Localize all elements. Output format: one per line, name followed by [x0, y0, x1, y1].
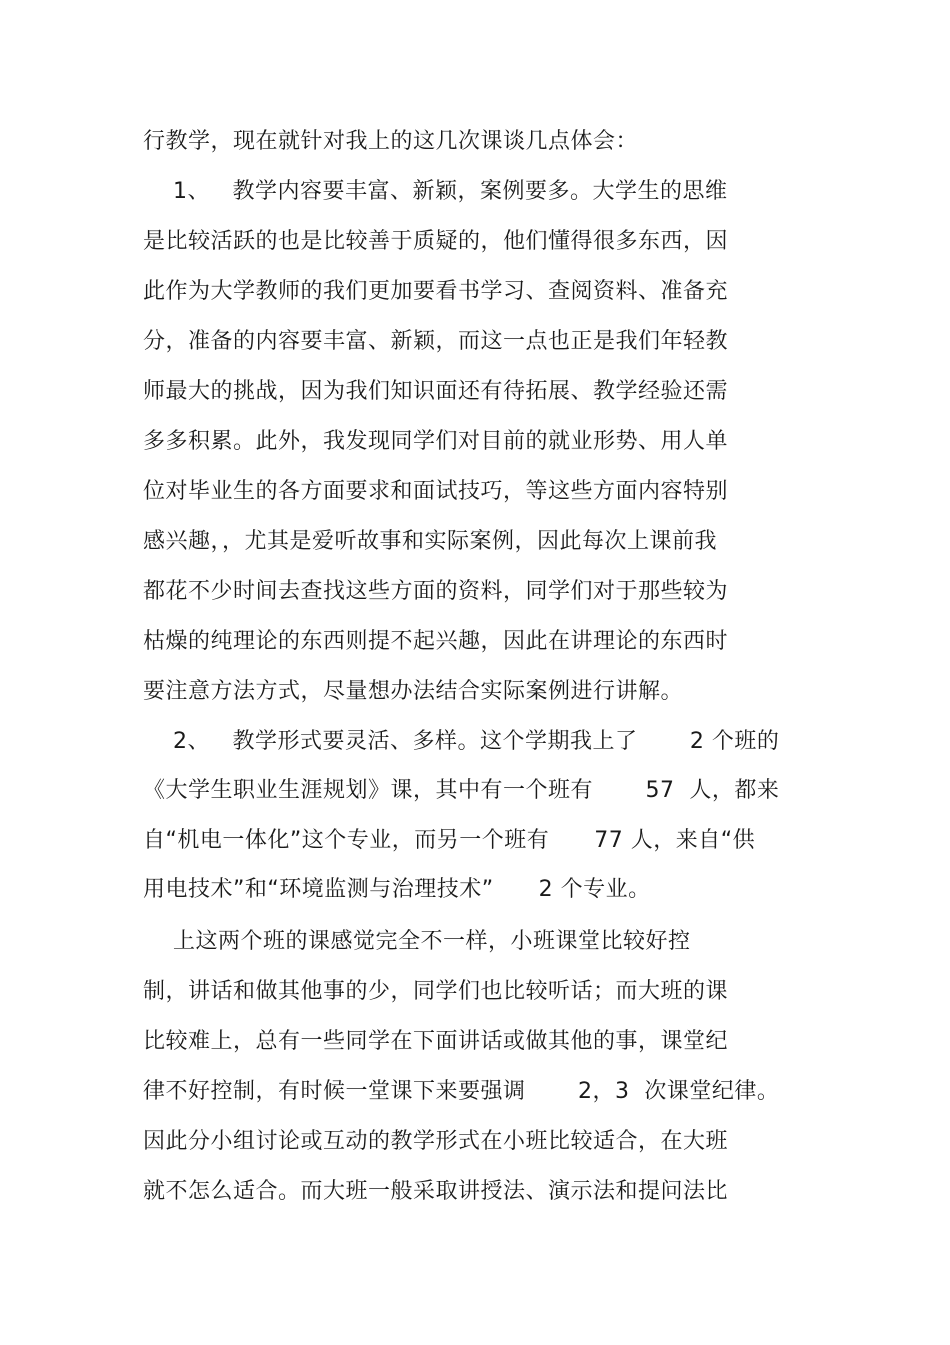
- text-line: 此作为大学教师的我们更加要看书学习、查阅资料、准备充: [143, 279, 729, 304]
- text-line: 是比较活跃的也是比较善于质疑的，他们懂得很多东西，因: [143, 229, 729, 254]
- text-line: 感兴趣，，尤其是爱听故事和实际案例，因此每次上课前我: [143, 529, 718, 554]
- text-line: 枯燥的纯理论的东西则提不起兴趣，因此在讲理论的东西时: [143, 629, 729, 654]
- text-line: 2、 教学形式要灵活、多样。这个学期我上了 2 个班的: [143, 729, 780, 754]
- text-line: 师最大的挑战，因为我们知识面还有待拓展、教学经验还需: [143, 379, 729, 404]
- text-line: 行教学，现在就针对我上的这几次课谈几点体会：: [143, 129, 639, 154]
- text-line: 《大学生职业生涯规划》课，其中有一个班有 57 人，都来: [143, 778, 780, 803]
- text-line: 因此分小组讨论或互动的教学形式在小班比较适合，在大班: [143, 1129, 729, 1154]
- text-line: 位对毕业生的各方面要求和面试技巧，等这些方面内容特别: [143, 479, 729, 504]
- text-line: 律不好控制，有时候一堂课下来要强调 2，3 次课堂纪律。: [143, 1079, 780, 1104]
- text-line: 比较难上，总有一些同学在下面讲话或做其他的事，课堂纪: [143, 1029, 729, 1054]
- text-line: 自“机电一体化”这个专业，而另一个班有 77 人，来自“供: [143, 828, 756, 853]
- text-line: 要注意方法方式，尽量想办法结合实际案例进行讲解。: [143, 679, 684, 704]
- text-line: 就不怎么适合。而大班一般采取讲授法、演示法和提问法比: [143, 1179, 729, 1204]
- text-line: 分，准备的内容要丰富、新颖，而这一点也正是我们年轻教: [143, 329, 729, 354]
- text-line: 多多积累。此外，我发现同学们对目前的就业形势、用人单: [143, 429, 729, 454]
- text-line: 制，讲话和做其他事的少，同学们也比较听话；而大班的课: [143, 979, 729, 1004]
- text-line: 1、 教学内容要丰富、新颖，案例要多。大学生的思维: [143, 179, 728, 204]
- text-line: 都花不少时间去查找这些方面的资料，同学们对于那些较为: [143, 579, 729, 604]
- text-line: 用电技术”和“环境监测与治理技术” 2 个专业。: [143, 877, 651, 902]
- text-line: 上这两个班的课感觉完全不一样，小班课堂比较好控: [143, 929, 691, 954]
